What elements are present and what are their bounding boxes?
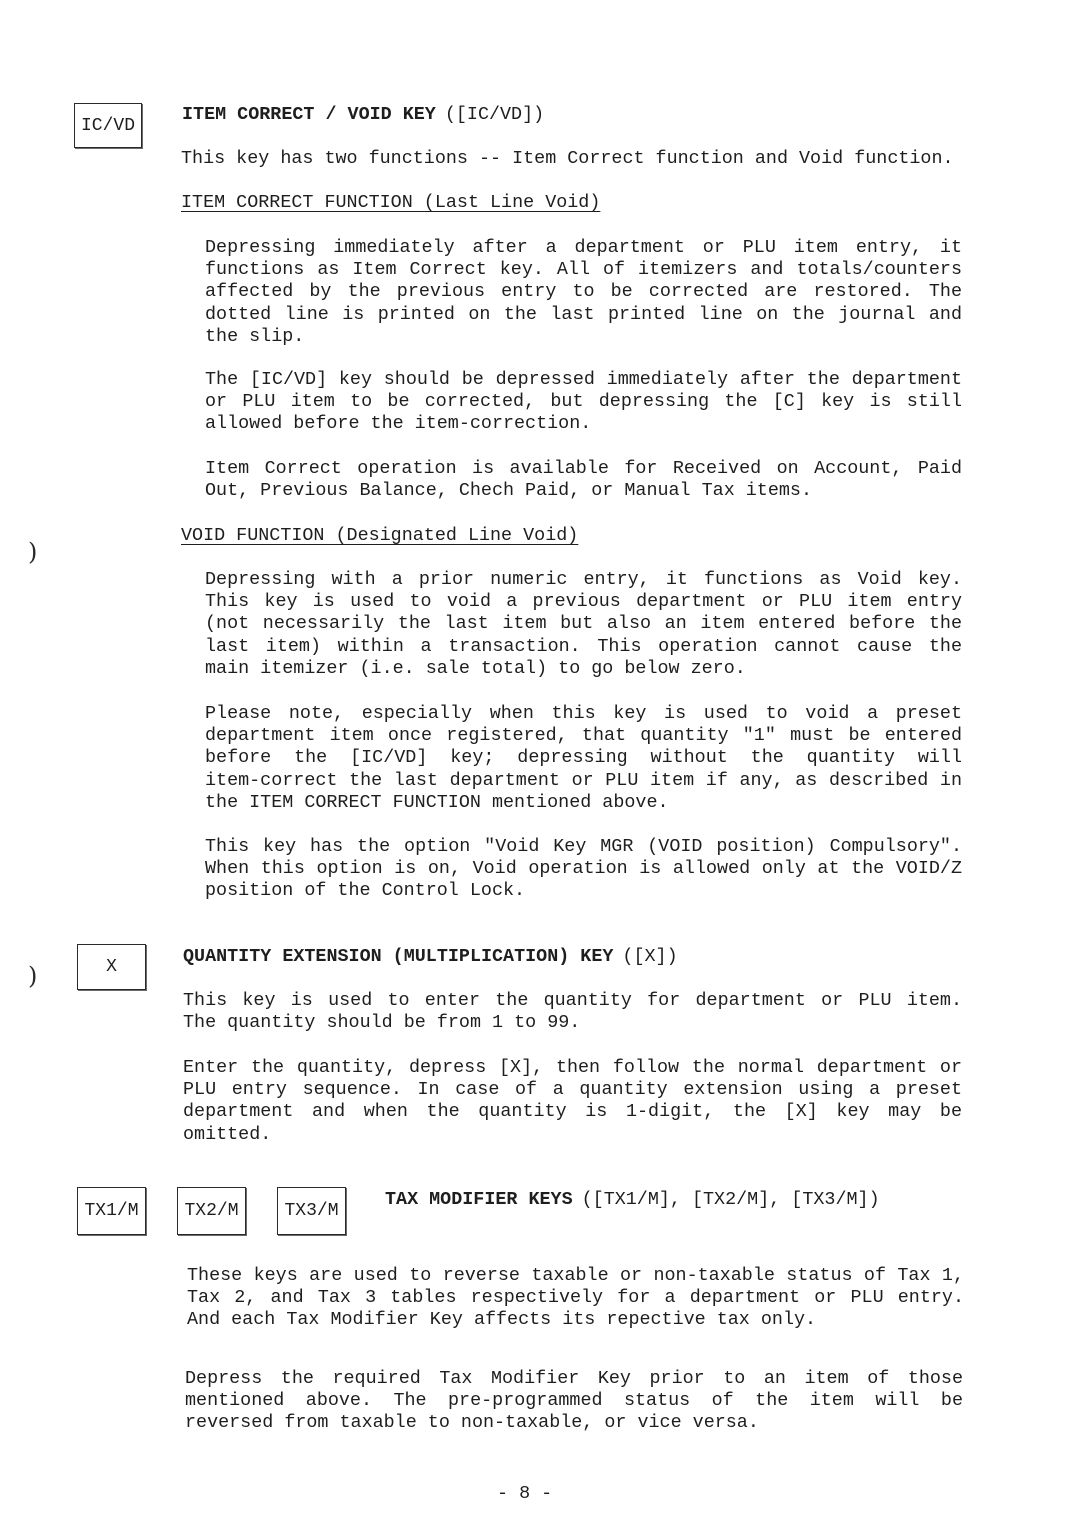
paragraph-line: Item Correct operation is available for Received on Account, Paid: [205, 458, 962, 479]
heading-key-ref: ([X]): [622, 946, 678, 967]
paragraph: [205, 703, 962, 814]
paragraph-line: Enter the quantity, depress [X], then follow the normal department or: [183, 1057, 962, 1078]
paragraph-line: dotted line is printed on the last printed line on the journal and: [205, 303, 962, 325]
paragraph-line: And each Tax Modifier Key affects its repective tax only.: [187, 1309, 817, 1331]
margin-mark: ): [28, 962, 38, 990]
paragraph-line: When this option is on, Void operation is allowed only at the VOID/Z: [205, 858, 962, 880]
paragraph-line: Tax 2, and Tax 3 tables respectively for a department or PLU entry.: [187, 1287, 964, 1309]
paragraph-line: (not necessarily the last item but also an item entered before the: [205, 613, 962, 635]
paragraph-line: before the [IC/VD] key; depressing without the quantity will: [205, 747, 962, 769]
paragraph-line: This key has the option "Void Key MGR (VOID position) Compulsory".: [205, 836, 962, 857]
paragraph-line: PLU entry sequence. In case of a quantity extension using a preset: [183, 1079, 962, 1101]
paragraph-line: main itemizer (i.e. sale total) to go below zero.: [205, 657, 746, 679]
paragraph-line: These keys are used to reverse taxable or non-taxable status of Tax 1,: [187, 1265, 964, 1286]
paragraph-line: position of the Control Lock.: [205, 880, 526, 902]
paragraph-line: Out, Previous Balance, Chech Paid, or Manual Tax items.: [205, 480, 812, 502]
paragraph-line: reversed from taxable to non-taxable, or vice versa.: [185, 1412, 759, 1434]
section-heading-quantity-extension: [183, 946, 678, 968]
paragraph: [187, 1265, 964, 1332]
paragraph-line: Depressing immediately after a department or PLU item entry, it: [205, 237, 962, 258]
paragraph: [205, 458, 962, 502]
section-heading-item-correct-void: [182, 104, 544, 126]
paragraph-line: The quantity should be from 1 to 99.: [183, 1012, 581, 1034]
paragraph-line: last item) within a transaction. This operation cannot cause the: [205, 635, 962, 657]
subsection-title-item-correct-function: ITEM CORRECT FUNCTION (Last Line Void): [181, 192, 601, 213]
paragraph-line: This key is used to void a previous department or PLU item entry: [205, 591, 962, 613]
paragraph-line: or PLU item to be corrected, but depressing the [C] key is still: [205, 391, 962, 413]
paragraph: [183, 1057, 962, 1146]
paragraph: [205, 369, 962, 436]
ic-vd-key-label: IC/VD: [80, 115, 135, 136]
paragraph-line: department and when the quantity is 1-digit, the [X] key may be: [183, 1101, 962, 1123]
ic-vd-key-box: [74, 103, 142, 148]
paragraph: [205, 237, 962, 348]
paragraph-line: Please note, especially when this key is used to void a preset: [205, 703, 962, 724]
x-key-label: X: [106, 957, 117, 977]
heading-key-ref: ([IC/VD]): [444, 104, 545, 125]
tx1-m-key-box: [77, 1187, 146, 1235]
tx3-m-key-label: TX3/M: [284, 1201, 339, 1221]
paragraph-line: allowed before the item-correction.: [205, 413, 592, 435]
paragraph-line: the slip.: [205, 325, 305, 347]
paragraph-line: This key is used to enter the quantity for department or PLU item.: [183, 990, 962, 1011]
paragraph-line: The [IC/VD] key should be depressed immediately after the department: [205, 369, 962, 390]
paragraph: [183, 990, 962, 1034]
page-number: - 8 -: [497, 1483, 553, 1504]
heading-title: ITEM CORRECT / VOID KEY: [182, 104, 436, 125]
paragraph-line: the ITEM CORRECT FUNCTION mentioned above.: [205, 791, 669, 813]
section-intro: This key has two functions -- Item Correct function and Void function.: [181, 148, 954, 169]
x-key-box: [77, 944, 146, 990]
heading-title: QUANTITY EXTENSION (MULTIPLICATION) KEY: [183, 946, 614, 967]
paragraph: [205, 569, 962, 680]
paragraph-line: Depressing with a prior numeric entry, it functions as Void key.: [205, 569, 962, 590]
heading-title: TAX MODIFIER KEYS: [385, 1189, 573, 1210]
paragraph: [185, 1368, 963, 1435]
tx3-m-key-box: [277, 1187, 346, 1235]
tx2-m-key-label: TX2/M: [184, 1201, 239, 1221]
paragraph-line: affected by the previous entry to be corrected are restored. The: [205, 281, 962, 303]
tx2-m-key-box: [177, 1187, 246, 1235]
paragraph-line: Depress the required Tax Modifier Key prior to an item of those: [185, 1368, 963, 1389]
subsection-title-void-function: VOID FUNCTION (Designated Line Void): [181, 525, 579, 546]
paragraph-line: mentioned above. The pre-programmed status of the item will be: [185, 1390, 963, 1412]
heading-key-ref: ([TX1/M], [TX2/M], [TX3/M]): [581, 1189, 880, 1210]
paragraph-line: item-correct the last department or PLU item if any, as described in: [205, 769, 962, 791]
paragraph: [205, 836, 962, 903]
section-heading-tax-modifier: [385, 1189, 880, 1211]
paragraph-line: department item once registered, that quantity "1" must be entered: [205, 725, 962, 747]
tx1-m-key-label: TX1/M: [84, 1201, 139, 1221]
margin-mark: ): [28, 538, 38, 566]
paragraph-line: functions as Item Correct key. All of itemizers and totals/counters: [205, 259, 962, 281]
paragraph-line: omitted.: [183, 1123, 272, 1145]
